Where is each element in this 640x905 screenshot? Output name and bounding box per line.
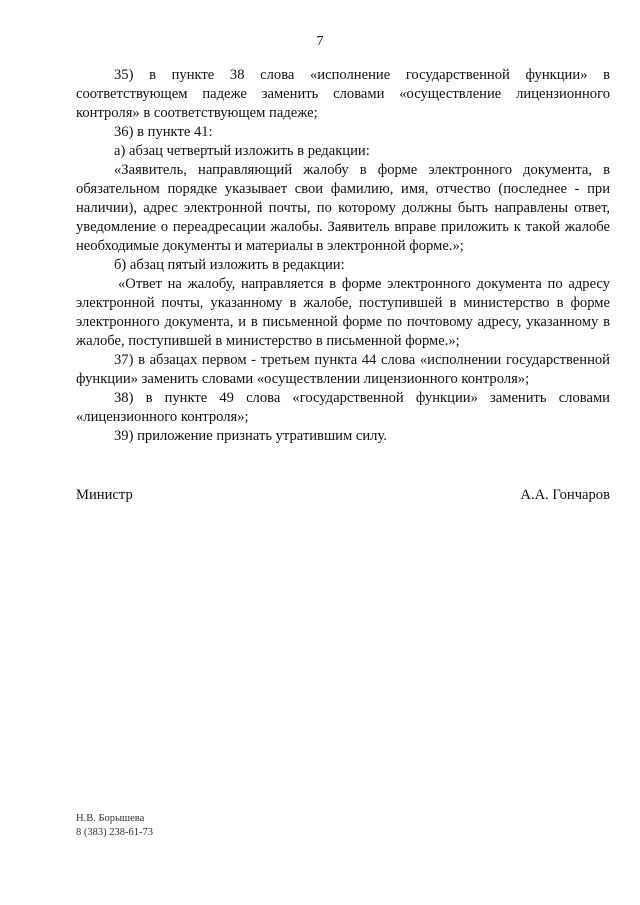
paragraph-quote-applicant: «Заявитель, направляющий жалобу в форме электронного документа, в обязательном порядке указывает свои фамилию, имя, отчество (последнее - при наличии), адрес электронной почты, по которому должны быть направлены ответ, уведомление о переадресации жалобы. Заявитель вправе приложить к такой жалобе необходимые документы и материалы в электронной форме.»; xyxy=(76,162,610,254)
paragraph-subitem-b: б) абзац пятый изложить в редакции: xyxy=(114,257,345,273)
paragraph-item-35: 35) в пункте 38 слова «исполнение государственной функции» в соответствующем падеже заменить словами «осуществление лицензионного контроля» в соответствующем падеже; xyxy=(76,67,610,121)
executor-phone: 8 (383) 238-61-73 xyxy=(76,827,153,838)
paragraph-subitem-a: а) абзац четвертый изложить в редакции: xyxy=(114,143,370,159)
paragraph-quote-response: «Ответ на жалобу, направляется в форме электронного документа по адресу электронной почты, указанному в жалобе, поступившей в министерство в форме электронного документа, и в письменной форме по почтовому адресу, указанному в жалобе, поступившей в министерство в письменной форме.»; xyxy=(76,276,610,349)
paragraph-item-37: 37) в абзацах первом - третьем пункта 44 слова «исполнении государственной функции» заменить словами «осуществлении лицензионного контроля»; xyxy=(76,352,610,387)
document-body xyxy=(76,66,610,446)
paragraph-item-38: 38) в пункте 49 слова «государственной функции» заменить словами «лицензионного контроля»; xyxy=(76,390,610,425)
paragraph-item-36: 36) в пункте 41: xyxy=(114,124,213,140)
signatory-title: Министр xyxy=(76,487,133,503)
executor-block xyxy=(76,812,153,840)
signatory-name: А.А. Гончаров xyxy=(520,487,610,503)
page-number: 7 xyxy=(316,34,324,49)
paragraph-item-39: 39) приложение признать утратившим силу. xyxy=(114,428,387,444)
executor-name: Н.В. Борышева xyxy=(76,813,145,824)
